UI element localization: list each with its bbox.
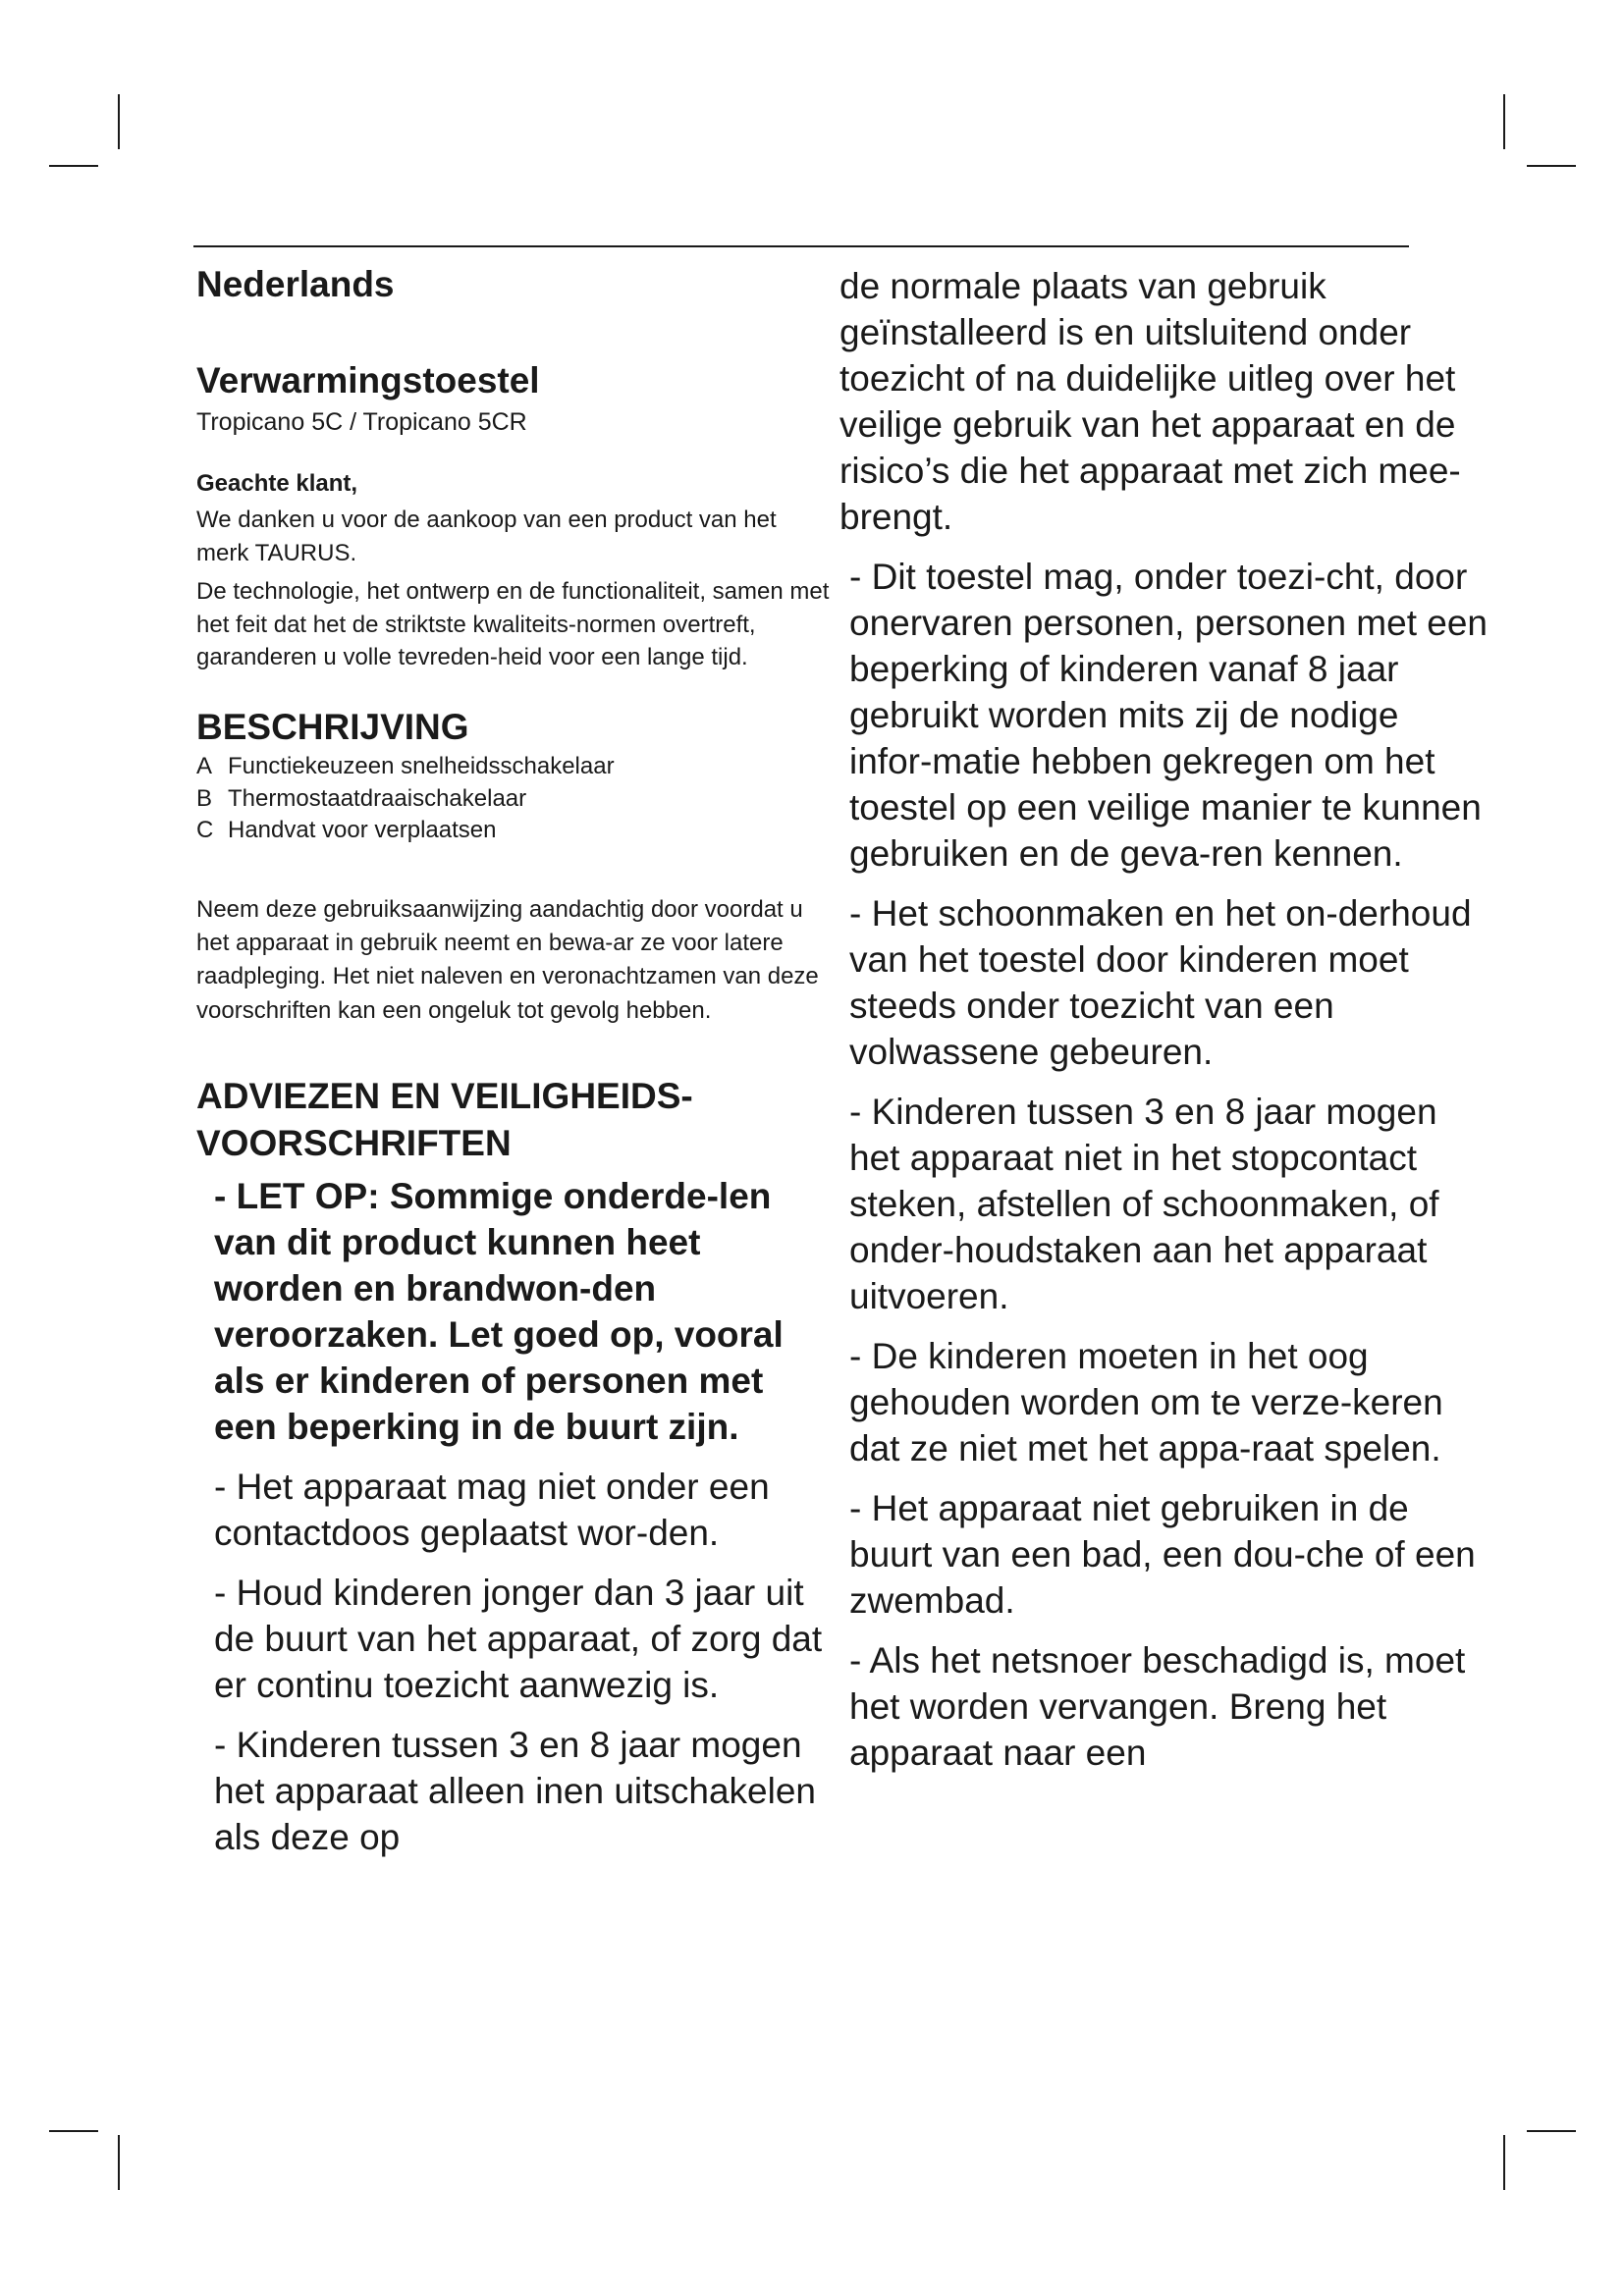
greeting: Geachte klant,	[196, 470, 358, 498]
right-column	[839, 257, 1488, 1776]
description-item	[196, 783, 835, 815]
model-names: Tropicano 5C / Tropicano 5CR	[196, 407, 527, 436]
safety-bullet: - Kinderen tussen 3 en 8 jaar mogen het apparaat alleen inen uitschakelen als deze op	[214, 1724, 817, 1857]
item-letter: A	[196, 753, 213, 780]
safety-bullet: - Het apparaat mag niet onder een contactdoos geplaatst wor-den.	[214, 1466, 770, 1553]
read-instructions-notice: Neem deze gebruiksaanwijzing aandachtig door voordat u het apparaat in gebruik neemt en bewa-ar ze voor latere raadpleging. Het niet naleven en veronachtzamen van deze voorschriften kan een ongeluk tot gevolg hebben.	[196, 896, 819, 1024]
crop-mark-bottom-left-horizontal	[49, 2130, 98, 2132]
item-letter: C	[196, 816, 214, 843]
crop-mark-bottom-left-vertical	[118, 2135, 120, 2190]
crop-mark-top-right-vertical	[1503, 94, 1505, 149]
description-list	[196, 751, 835, 846]
crop-mark-top-right-horizontal	[1527, 165, 1576, 167]
thanks-paragraph: We danken u voor de aankoop van een product van het merk TAURUS.	[196, 507, 777, 566]
description-item	[196, 751, 835, 782]
left-column	[196, 257, 835, 1860]
item-text: Thermostaatdraaischakelaar	[228, 784, 527, 812]
crop-mark-bottom-right-horizontal	[1527, 2130, 1576, 2132]
item-text: Functiekeuzeen snelheidsschakelaar	[228, 753, 615, 780]
product-title: Verwarmingstoestel	[196, 360, 540, 401]
safety-bullet: - Het apparaat niet gebruiken in de buurt van een bad, een dou-che of een zwembad.	[849, 1488, 1476, 1621]
safety-bullet: - Houd kinderen jonger dan 3 jaar uit de buurt van het apparaat, of zorg dat er continu toezicht aanwezig is.	[214, 1572, 823, 1705]
item-letter: B	[196, 784, 213, 812]
safety-bullet: - Het schoonmaken en het on-derhoud van het toestel door kinderen moet steeds onder toezicht van een volwassene gebeuren.	[849, 893, 1472, 1072]
crop-mark-top-left-vertical	[118, 94, 120, 149]
header-rule	[193, 245, 1409, 247]
safety-heading: ADVIEZEN EN VEILIGHEIDS-VOORSCHRIFTEN	[196, 1075, 693, 1163]
technology-paragraph: De technologie, het ontwerp en de functionaliteit, samen met het feit dat het de striktste kwaliteits-normen overtreft, garanderen u volle tevreden-heid voor een lange tijd.	[196, 578, 830, 671]
safety-bullet: - Als het netsnoer beschadigd is, moet het worden vervangen. Breng het apparaat naar een	[849, 1640, 1466, 1773]
safety-bullet: - Dit toestel mag, onder toezi-cht, door onervaren personen, personen met een beperking of kinderen vanaf 8 jaar gebruikt worden mits zij de nodige infor-matie hebben gekregen om het toestel op een veilige manier te kunnen gebruiken en de geva-ren kennen.	[849, 557, 1488, 874]
item-text: Handvat voor verplaatsen	[228, 816, 497, 843]
description-item	[196, 815, 835, 846]
language-heading: Nederlands	[196, 264, 395, 304]
continued-paragraph: de normale plaats van gebruik geïnstalleerd is en uitsluitend onder toezicht of na duidelijke uitleg over het veilige gebruik van het apparaat en de risico’s die het apparaat met zich mee-brengt.	[839, 266, 1461, 537]
warning-paragraph: - LET OP: Sommige onderde-len van dit product kunnen heet worden en brandwon-den veroorzaken. Let goed op, vooral als er kinderen of personen met een beperking in de buurt zijn.	[214, 1175, 784, 1447]
crop-mark-bottom-right-vertical	[1503, 2135, 1505, 2190]
safety-bullet: - Kinderen tussen 3 en 8 jaar mogen het apparaat niet in het stopcontact steken, afstellen of schoonmaken, of onder-houdstaken aan het apparaat uitvoeren.	[849, 1092, 1439, 1316]
description-heading: BESCHRIJVING	[196, 707, 469, 748]
safety-bullet: - De kinderen moeten in het oog gehouden worden om te verze-keren dat ze niet met het appa-raat spelen.	[849, 1336, 1443, 1468]
crop-mark-top-left-horizontal	[49, 165, 98, 167]
